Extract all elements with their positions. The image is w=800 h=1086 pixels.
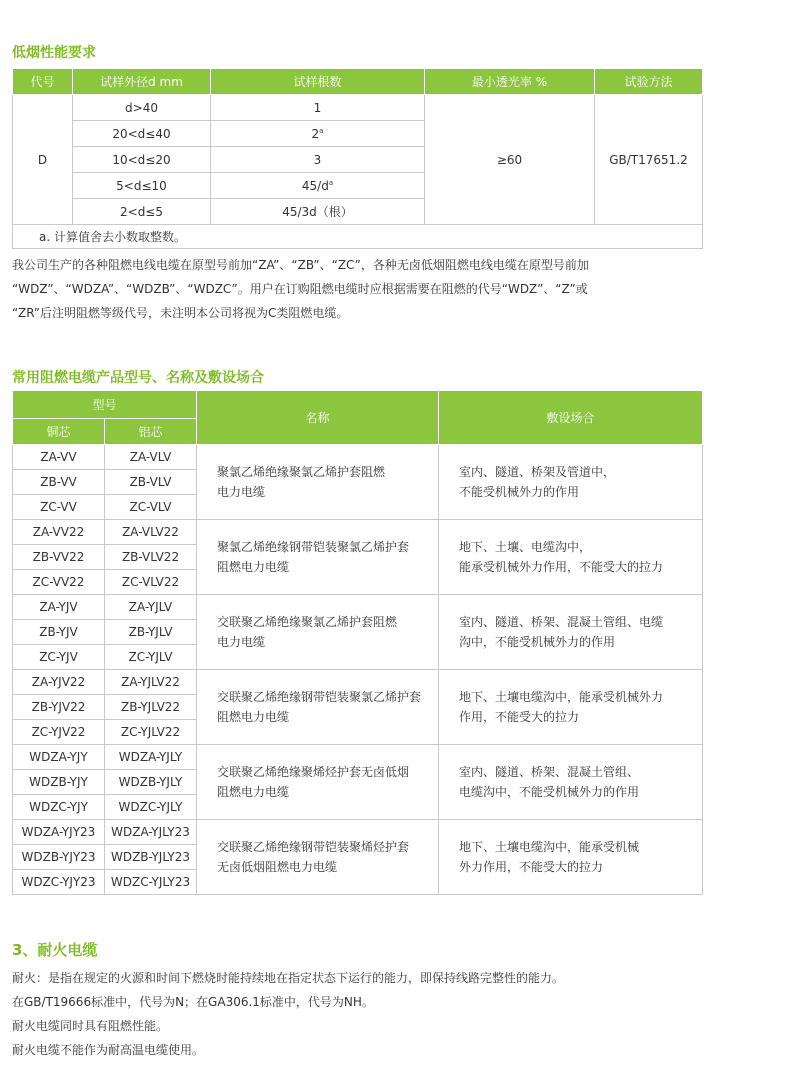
header-diameter: 试样外径d mm [73,69,211,95]
table-row [13,520,703,545]
copper-model-cell: ZC-YJV [13,645,105,670]
copper-model-cell: WDZB-YJY23 [13,845,105,870]
header-copper: 铜芯 [13,419,105,445]
aluminum-model-cell: ZA-VLV22 [105,520,197,545]
aluminum-model-cell: ZB-YJLV [105,620,197,645]
product-name-cell-line: 阻燃电力电缆 [217,710,290,724]
copper-model-cell: ZC-VV [13,495,105,520]
aluminum-model-cell: ZC-VLV [105,495,197,520]
table-note: a. 计算值舍去小数取整数。 [13,225,703,249]
fire-resistant-line: 耐火：是指在规定的火源和时间下燃烧时能持续地在指定状态下运行的能力，即保持线路完整性的能力。 [12,971,565,985]
usage-cell-line: 地下、土壤、电缆沟中， [459,540,592,554]
aluminum-model-cell: ZB-YJLV22 [105,695,197,720]
flame-retardant-paragraph [12,253,788,325]
copper-model-cell: ZC-VV22 [13,570,105,595]
table-row [13,445,703,470]
fire-resistant-line: 耐火电缆不能作为耐高温电缆使用。 [12,1043,205,1057]
count-cell: 2$^a$ [211,121,425,147]
method-cell: GB/T17651.2 [595,95,703,225]
table-row [13,670,703,695]
aluminum-model-cell: ZC-YJLV22 [105,720,197,745]
copper-model-cell: ZB-VV [13,470,105,495]
usage-cell [439,595,703,670]
copper-model-cell: ZA-VV22 [13,520,105,545]
aluminum-model-cell: WDZC-YJLY [105,795,197,820]
product-name-cell-line: 无卤低烟阻燃电力电缆 [217,860,338,874]
diameter-cell: 5<d≤10 [73,173,211,199]
usage-cell-line: 地下、土壤电缆沟中，能承受机械外力 [459,690,664,704]
product-name-cell [197,445,439,520]
usage-cell [439,820,703,895]
aluminum-model-cell: WDZA-YJLY23 [105,820,197,845]
aluminum-model-cell: ZA-YJLV [105,595,197,620]
header-code: 代号 [13,69,73,95]
diameter-cell: d>40 [73,95,211,121]
copper-model-cell: WDZC-YJY23 [13,870,105,895]
paragraph-line: 我公司生产的各种阻燃电线电缆在原型号前加“ZA”、“ZB”、“ZC”，各种无卤低烟阻燃电线电缆在原型号前加 [12,258,589,272]
fire-resistant-line: 耐火电缆同时具有阻燃性能。 [12,1019,169,1033]
copper-model-cell: ZB-VV22 [13,545,105,570]
usage-cell [439,520,703,595]
copper-model-cell: WDZA-YJY23 [13,820,105,845]
table-row [13,595,703,620]
table-row [13,820,703,845]
usage-cell-line: 外力作用，不能受大的拉力 [459,860,604,874]
product-name-cell-line: 交联聚乙烯绝缘聚氯乙烯护套阻燃 [217,615,398,629]
usage-cell-line: 地下、土壤电缆沟中，能承受机械 [459,840,640,854]
header-transmittance: 最小透光率 % [425,69,595,95]
count-cell: $45/d^a$ [211,173,425,199]
copper-model-cell: WDZA-YJY [13,745,105,770]
product-name-cell [197,595,439,670]
header-count: 试样根数 [211,69,425,95]
product-name-cell-line: 聚氯乙烯绝缘钢带铠装聚氯乙烯护套 [217,540,410,554]
product-name-cell-line: 聚氯乙烯绝缘聚氯乙烯护套阻燃 [217,465,386,479]
usage-cell [439,445,703,520]
low-smoke-table [12,68,703,249]
diameter-cell: 2<d≤5 [73,199,211,225]
count-cell: 3 [211,147,425,173]
usage-cell-line: 能承受机械外力作用，不能受大的拉力 [459,560,664,574]
fire-resistant-text [12,966,788,1062]
usage-cell-line: 电缆沟中，不能受机械外力的作用 [459,785,640,799]
copper-model-cell: ZB-YJV22 [13,695,105,720]
header-aluminum: 铝芯 [105,419,197,445]
cable-models-table [12,390,703,895]
usage-cell-line: 室内、隧道、桥架、混凝土管组、 [459,765,640,779]
aluminum-model-cell: WDZB-YJLY23 [105,845,197,870]
aluminum-model-cell: WDZA-YJLY [105,745,197,770]
aluminum-model-cell: ZA-VLV [105,445,197,470]
copper-model-cell: WDZC-YJY [13,795,105,820]
header-name: 名称 [197,391,439,445]
usage-cell-line: 作用，不能受大的拉力 [459,710,580,724]
product-name-cell-line: 阻燃电力电缆 [217,785,290,799]
copper-model-cell: ZC-YJV22 [13,720,105,745]
copper-model-cell: ZA-YJV22 [13,670,105,695]
aluminum-model-cell: WDZB-YJLY [105,770,197,795]
header-method: 试验方法 [595,69,703,95]
usage-cell [439,745,703,820]
product-name-cell-line: 交联聚乙烯绝缘钢带铠装聚烯烃护套 [217,840,410,854]
aluminum-model-cell: WDZC-YJLY23 [105,870,197,895]
diameter-cell: 20<d≤40 [73,121,211,147]
copper-model-cell: WDZB-YJY [13,770,105,795]
aluminum-model-cell: ZB-VLV22 [105,545,197,570]
copper-model-cell: ZB-YJV [13,620,105,645]
count-cell: 45/3d（根） [211,199,425,225]
header-usage: 敷设场合 [439,391,703,445]
usage-cell-line: 室内、隧道、桥架、混凝土管组、电缆 [459,615,664,629]
product-name-cell [197,820,439,895]
section-title-fire-resistant: 3、耐火电缆 [12,941,98,959]
product-name-cell-line: 电力电缆 [217,635,266,649]
usage-cell-line: 沟中，不能受机械外力的作用 [459,635,616,649]
copper-model-cell: ZA-YJV [13,595,105,620]
aluminum-model-cell: ZA-YJLV22 [105,670,197,695]
paragraph-line: “WDZ”、“WDZA”、“WDZB”、“WDZC”。用户在订购阻燃电缆时应根据需要在阻燃的代号“WDZ”、“Z”或 [12,282,588,296]
section-title-low-smoke: 低烟性能要求 [12,45,96,61]
copper-model-cell: ZA-VV [13,445,105,470]
header-model: 型号 [13,391,197,419]
product-name-cell-line: 交联聚乙烯绝缘钢带铠装聚氯乙烯护套 [217,690,422,704]
usage-cell-line: 不能受机械外力的作用 [459,485,580,499]
product-name-cell [197,520,439,595]
paragraph-line: “ZR”后注明阻燃等级代号，未注明本公司将视为C类阻燃电缆。 [12,306,349,320]
product-name-cell-line: 交联聚乙烯绝缘聚烯烃护套无卤低烟 [217,765,410,779]
product-name-cell [197,670,439,745]
product-name-cell [197,745,439,820]
fire-resistant-line: 在GB/T19666标准中，代号为N；在GA306.1标准中，代号为NH。 [12,995,374,1009]
aluminum-model-cell: ZC-YJLV [105,645,197,670]
section-title-cable-models: 常用阻燃电缆产品型号、名称及敷设场合 [12,370,264,386]
usage-cell-line: 室内、隧道、桥架及管道中， [459,465,616,479]
transmittance-cell: ≥60 [425,95,595,225]
product-name-cell-line: 电力电缆 [217,485,266,499]
code-cell: D [13,95,73,225]
usage-cell [439,670,703,745]
product-name-cell-line: 阻燃电力电缆 [217,560,290,574]
aluminum-model-cell: ZC-VLV22 [105,570,197,595]
aluminum-model-cell: ZB-VLV [105,470,197,495]
table-row [13,745,703,770]
count-cell: 1 [211,95,425,121]
diameter-cell: 10<d≤20 [73,147,211,173]
